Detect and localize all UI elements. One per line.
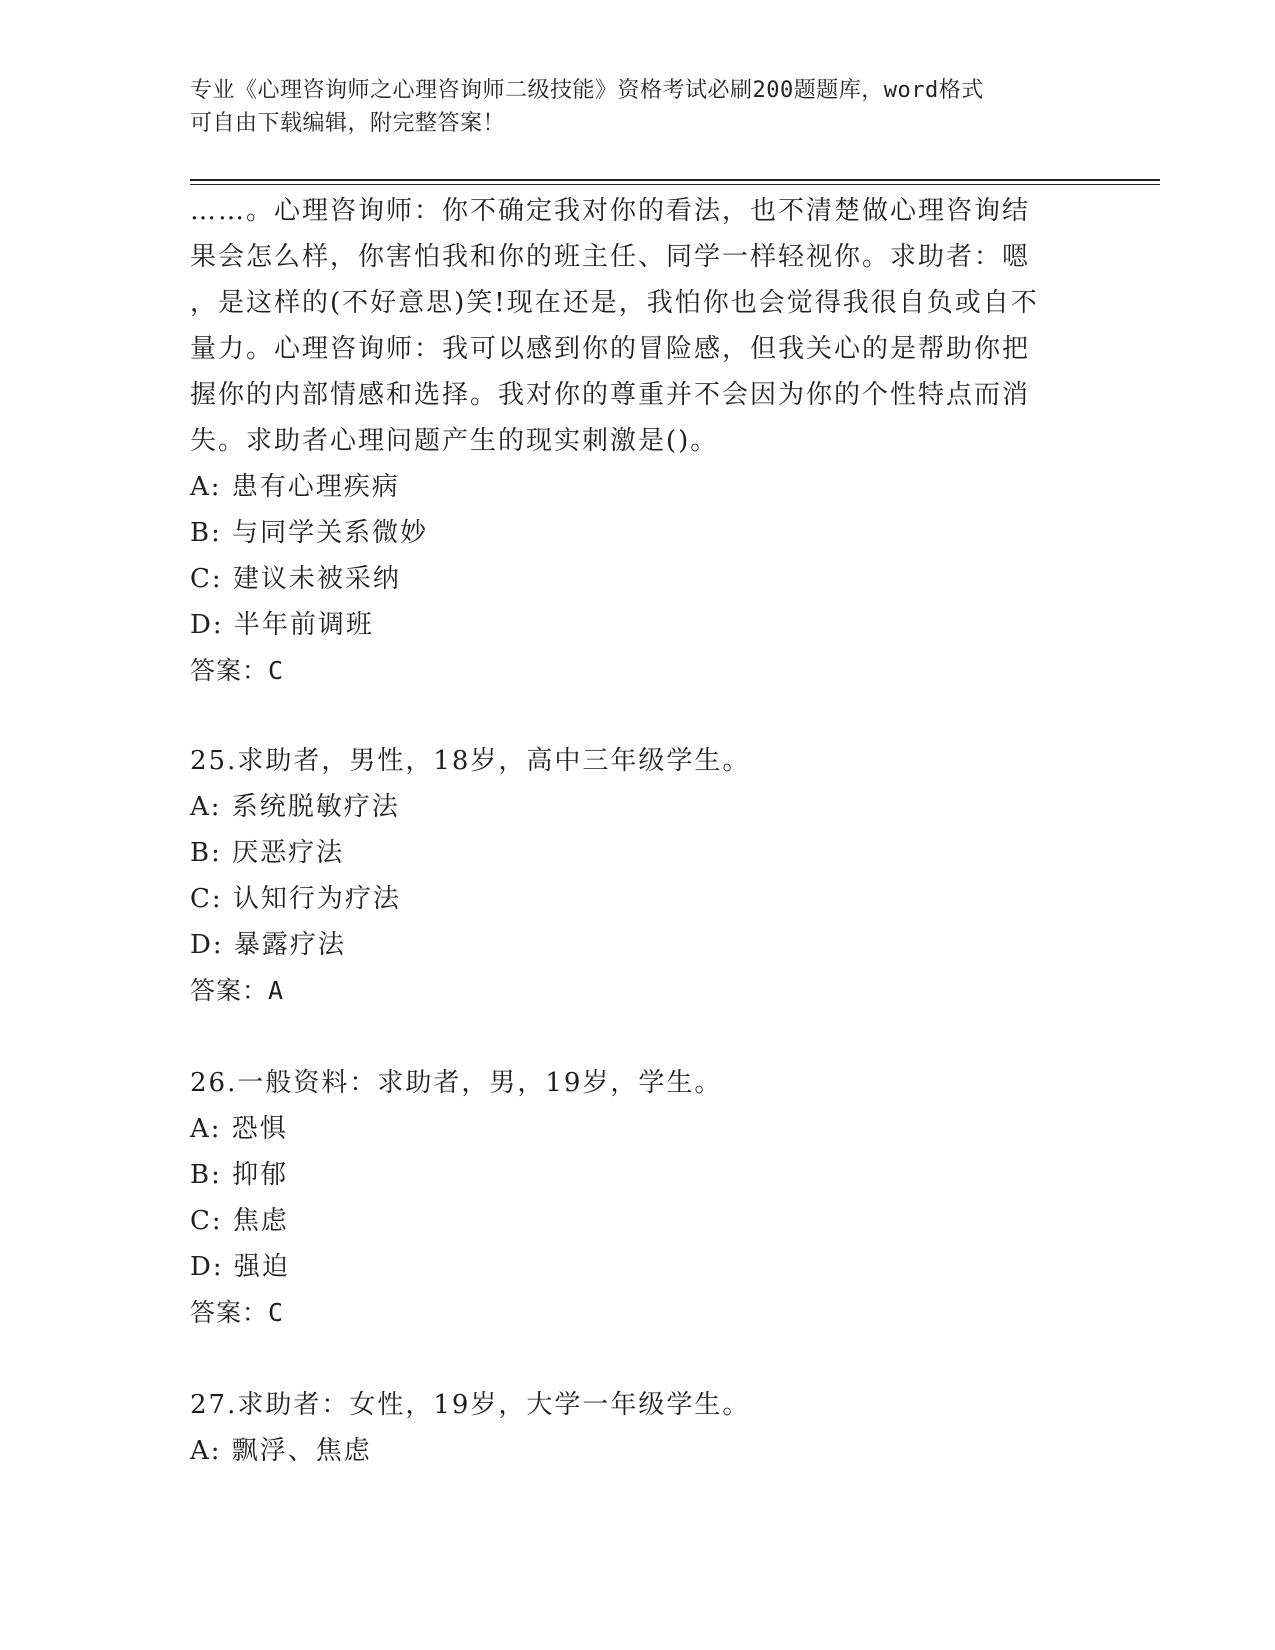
passage-line: ，是这样的(不好意思)笑!现在还是，我怕你也会觉得我很自负或自不 [190,288,1039,318]
passage-line: 量力。心理咨询师：我可以感到你的冒险感，但我关心的是帮助你把 [190,334,1031,364]
option-a: A: 恐惧 [190,1114,288,1144]
passage-line: 果会怎么样，你害怕我和你的班主任、同学一样轻视你。求助者：嗯 [190,242,1031,272]
option-c: C: 认知行为疗法 [190,884,401,914]
option-b: B: 厌恶疗法 [190,838,345,868]
passage-line: 握你的内部情感和选择。我对你的尊重并不会因为你的个性特点而消 [190,380,1031,410]
option-a: A: 飘浮、焦虑 [190,1436,372,1466]
option-b: B: 与同学关系微妙 [190,518,429,548]
passage-line: 失。求助者心理问题产生的现实刺激是()。 [190,426,719,456]
spacer [190,694,1090,738]
option-c: C: 焦虑 [190,1206,289,1236]
document-body [190,188,1090,1474]
answer-line: 答案：C [190,1298,285,1327]
option-d: D: 半年前调班 [190,610,374,640]
option-c: C: 建议未被采纳 [190,564,401,594]
header-divider-thin [190,184,1160,185]
document-header [190,74,1090,140]
option-a: A: 患有心理疾病 [190,472,400,502]
spacer [190,1336,1090,1382]
option-b: B: 抑郁 [190,1160,289,1190]
question-25 [190,738,1090,1014]
passage-line: ……。心理咨询师：你不确定我对你的看法，也不清楚做心理咨询结 [190,196,1031,226]
header-divider-thick [190,179,1160,181]
question-stem: 27.求助者：女性，19岁，大学一年级学生。 [190,1390,751,1420]
option-d: D: 强迫 [190,1252,290,1282]
header-title-line-2: 可自由下载编辑，附完整答案！ [190,111,506,136]
header-title-line-1: 专业《心理咨询师之心理咨询师二级技能》资格考试必刷200题题库，word格式 [190,78,984,103]
spacer [190,1014,1090,1060]
option-d: D: 暴露疗法 [190,930,346,960]
question-stem: 26.一般资料：求助者，男，19岁，学生。 [190,1068,723,1098]
question-26 [190,1060,1090,1336]
option-a: A: 系统脱敏疗法 [190,792,400,822]
question-stem: 25.求助者，男性，18岁，高中三年级学生。 [190,746,751,776]
question-24-continued [190,188,1090,694]
answer-line: 答案：A [190,976,285,1005]
question-27 [190,1382,1090,1474]
answer-line: 答案：C [190,656,285,685]
